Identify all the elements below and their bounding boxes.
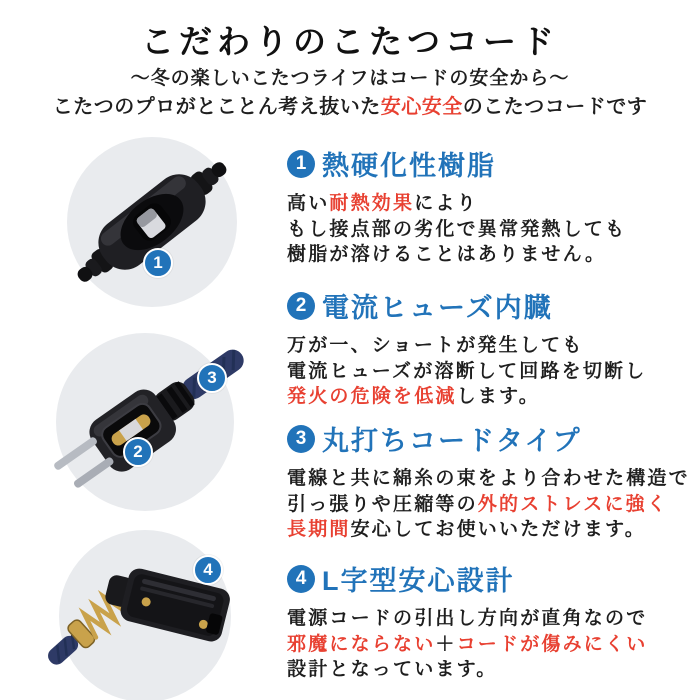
fuse-plug-illustration [45,322,245,522]
body-line [287,359,697,385]
page-subtitle: ～冬の楽しいこたつライフはコードの安全から～ [130,68,570,89]
page-title: こだわりのこたつコード [141,23,559,60]
section-thermoset-resin [287,144,697,268]
text-segment: 耐熱効果 [329,193,415,214]
body-line [287,657,697,683]
body-line [287,191,697,217]
figure-badge-2: 2 [123,437,153,467]
text-segment: 樹脂が溶けることはありません。 [287,244,607,265]
section-heading-text: 熱硬化性樹脂 [322,151,496,181]
fuse-plug-photo [45,322,245,522]
text-segment: 外的ストレスに強く [477,493,669,515]
figure-badge-4: 4 [193,555,223,585]
text-segment: 長期間 [287,519,351,540]
section-heading-text: 電流ヒューズ内臓 [322,293,553,323]
section-current-fuse [287,286,697,410]
l-shaped-plug-photo [45,516,245,700]
body-line [287,384,697,410]
text-segment: 邪魔にならない [287,633,436,655]
inline-switch-photo [52,122,252,322]
text-segment: 発火の危険を低減 [287,386,457,407]
body-line [287,242,697,268]
text-segment: コードが傷みにくい [456,633,648,655]
section-number-badge: 4 [287,565,315,593]
section-heading [287,559,697,598]
text-segment: 電線と共に綿糸の束をより合わせた構造で [287,468,690,489]
section-heading [287,286,697,325]
text-segment: こたつのプロがとことん考え抜いた [52,96,381,118]
section-heading-text: L字型安心設計 [322,566,515,596]
body-line [287,466,697,492]
figure-badge-3: 3 [197,363,227,393]
section-number-badge: 1 [287,150,315,178]
section-number-badge: 3 [287,425,315,453]
text-segment: ＋ [435,633,457,655]
section-heading-text: 丸打ちコードタイプ [322,426,582,456]
body-line [287,217,697,243]
inline-switch-illustration [52,122,252,322]
text-segment: 安心安全 [380,96,463,118]
text-segment: により [414,193,478,214]
text-segment: 高い [287,193,330,214]
body-line [287,606,697,632]
section-l-shape-design [287,559,697,683]
body-line [287,517,697,543]
text-segment: 電源コードの引出し方向が直角なので [287,608,648,629]
section-heading [287,419,697,458]
body-line [287,632,697,658]
text-segment: します。 [456,386,540,407]
figure-badge-1: 1 [143,248,173,278]
text-segment: のこたつコードです [462,96,648,118]
text-segment: 安心してお使いいただけます。 [350,519,646,540]
section-heading [287,144,697,183]
body-line [287,492,697,518]
text-segment: 万が一、ショートが発生しても [287,335,584,356]
section-number-badge: 2 [287,292,315,320]
page-tagline [0,90,700,119]
section-body [287,191,697,268]
section-body [287,606,697,683]
l-shaped-plug-illustration [45,516,245,700]
body-line [287,333,697,359]
text-segment: 設計となっています。 [287,659,498,680]
section-body [287,466,697,543]
section-body [287,333,697,410]
text-segment: 電流ヒューズが溶断して回路を切断し [287,360,647,382]
text-segment: 引っ張りや圧縮等の [287,493,478,515]
section-braided-cord [287,419,697,543]
text-segment: もし接点部の劣化で異常発熱しても [287,218,627,240]
